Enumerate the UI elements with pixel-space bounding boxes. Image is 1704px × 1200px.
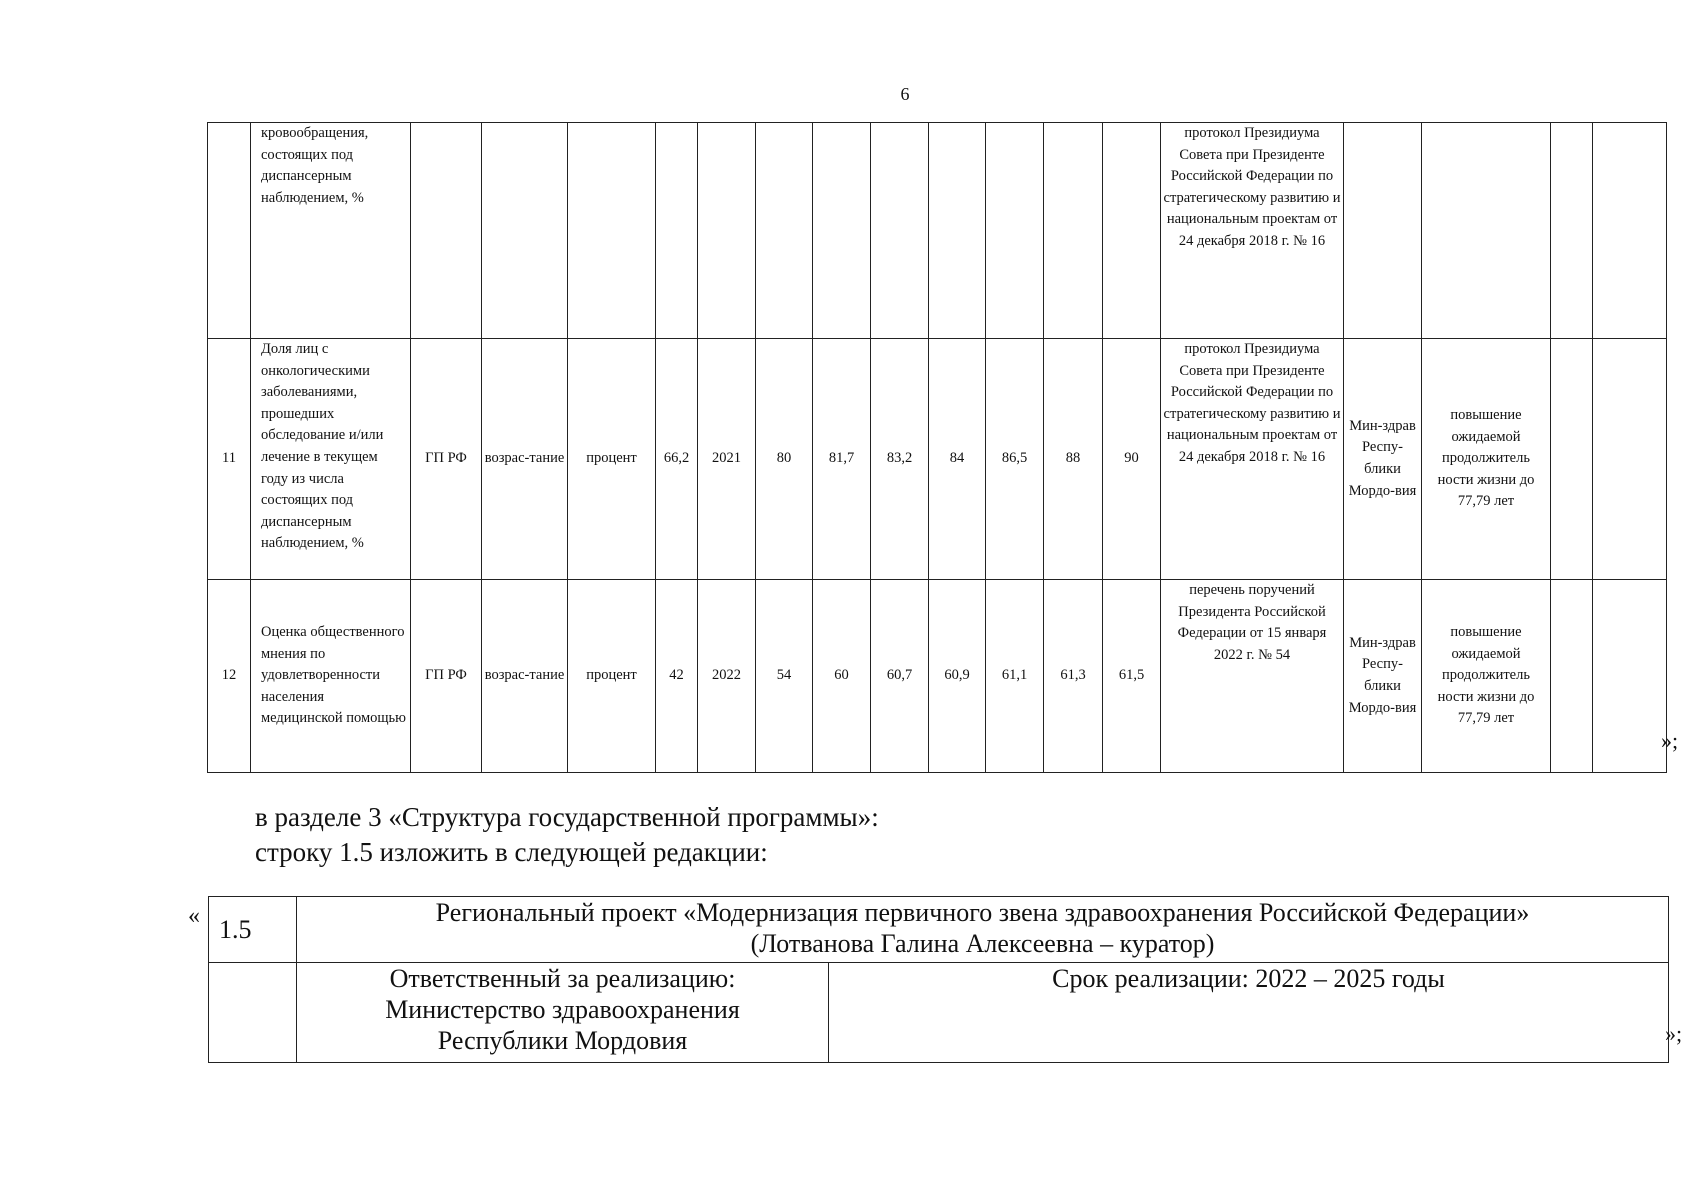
table-row — [208, 339, 1667, 580]
level-cell: ГП РФ — [411, 580, 482, 773]
row-number-cell: 12 — [208, 580, 251, 773]
value-cell: 60 — [813, 580, 871, 773]
value-cell — [1044, 123, 1103, 339]
value-cell — [871, 123, 929, 339]
value-cell: 60,9 — [929, 580, 986, 773]
value-cell: 61,3 — [1044, 580, 1103, 773]
structure-table — [208, 896, 1669, 1063]
value-cell: 86,5 — [986, 339, 1044, 580]
value-cell — [756, 123, 813, 339]
section-paragraph-line: строку 1.5 изложить в следующей редакции: — [255, 837, 768, 867]
table-opening-quote: « — [188, 903, 200, 929]
table-row — [209, 897, 1669, 963]
value-cell: 83,2 — [871, 339, 929, 580]
table-row — [208, 580, 1667, 773]
value-cell: 61,5 — [1103, 580, 1161, 773]
term-text: Срок реализации: 2022 – 2025 годы — [1052, 964, 1445, 993]
link-cell: повышение ожидаемой продолжитель ности жизни до 77,79 лет — [1422, 580, 1551, 773]
term-cell — [829, 963, 1669, 1063]
table-closing-quote: »; — [1665, 1021, 1683, 1046]
responsible-cell — [1344, 123, 1422, 339]
table-row — [209, 963, 1669, 1063]
row-number-cell: 1.5 — [209, 897, 297, 963]
section-paragraph-line: в разделе 3 «Структура государственной программы»: — [255, 802, 879, 832]
indicator-name-cell: Доля лиц с онкологическими заболеваниями, прошедших обследование и/или лечение в текущем году из числа состоящих под диспансерным наблюдением, % — [251, 339, 411, 580]
extra-cell — [1593, 123, 1667, 339]
project-title-cell — [297, 897, 1669, 963]
direction-cell: возрас-тание — [482, 580, 568, 773]
value-cell: 84 — [929, 339, 986, 580]
value-cell: 81,7 — [813, 339, 871, 580]
extra-cell — [1593, 339, 1667, 580]
unit-cell: процент — [568, 580, 656, 773]
basis-cell: протокол Президиума Совета при Президенте Российской Федерации по стратегическому развитию и национальным проектам от 24 декабря 2018 г. № 16 — [1161, 339, 1344, 580]
indicator-name-cell: кровообращения, состоящих под диспансерным наблюдением, % — [251, 123, 411, 339]
row-number-cell — [208, 123, 251, 339]
value-cell: 60,7 — [871, 580, 929, 773]
indicators-table — [207, 122, 1667, 773]
base-value-cell: 42 — [656, 580, 698, 773]
row-number-cell: 11 — [208, 339, 251, 580]
value-cell: 80 — [756, 339, 813, 580]
basis-cell: перечень поручений Президента Российской Федерации от 15 января 2022 г. № 54 — [1161, 580, 1344, 773]
value-cell: 90 — [1103, 339, 1161, 580]
responsible-region: Республики Мордовия — [437, 1026, 688, 1055]
responsible-cell — [297, 963, 829, 1063]
direction-cell: возрас-тание — [482, 339, 568, 580]
value-cell: 61,1 — [986, 580, 1044, 773]
value-cell — [813, 123, 871, 339]
level-cell — [411, 123, 482, 339]
base-year-cell: 2022 — [698, 580, 756, 773]
base-year-cell: 2021 — [698, 339, 756, 580]
page-number: 6 — [900, 84, 910, 104]
basis-cell: протокол Президиума Совета при Президенте Российской Федерации по стратегическому развитию и национальным проектам от 24 декабря 2018 г. № 16 — [1161, 123, 1344, 339]
extra-cell — [1551, 580, 1593, 773]
indicator-name-cell: Оценка общественного мнения по удовлетворенности населения медицинской помощью — [251, 580, 411, 773]
responsible-ministry: Министерство здравоохранения — [385, 995, 740, 1024]
base-value-cell: 66,2 — [656, 339, 698, 580]
extra-cell — [1551, 339, 1593, 580]
direction-cell — [482, 123, 568, 339]
link-cell — [1422, 123, 1551, 339]
responsible-cell: Мин-здрав Респу-блики Мордо-вия — [1344, 339, 1422, 580]
value-cell — [1103, 123, 1161, 339]
empty-cell — [209, 963, 297, 1063]
base-year-cell — [698, 123, 756, 339]
value-cell: 54 — [756, 580, 813, 773]
value-cell — [929, 123, 986, 339]
responsible-cell: Мин-здрав Респу-блики Мордо-вия — [1344, 580, 1422, 773]
value-cell — [986, 123, 1044, 339]
table-closing-quote: »; — [1661, 728, 1679, 753]
base-value-cell — [656, 123, 698, 339]
responsible-label: Ответственный за реализацию: — [389, 964, 736, 993]
extra-cell — [1551, 123, 1593, 339]
link-cell: повышение ожидаемой продолжитель ности жизни до 77,79 лет — [1422, 339, 1551, 580]
extra-cell — [1593, 580, 1667, 773]
value-cell: 88 — [1044, 339, 1103, 580]
table-row — [208, 123, 1667, 339]
unit-cell: процент — [568, 339, 656, 580]
project-title: Региональный проект «Модернизация первичного звена здравоохранения Российской Федерации» — [435, 898, 1530, 927]
project-curator: (Лотванова Галина Алексеевна – куратор) — [750, 929, 1215, 958]
level-cell: ГП РФ — [411, 339, 482, 580]
unit-cell — [568, 123, 656, 339]
